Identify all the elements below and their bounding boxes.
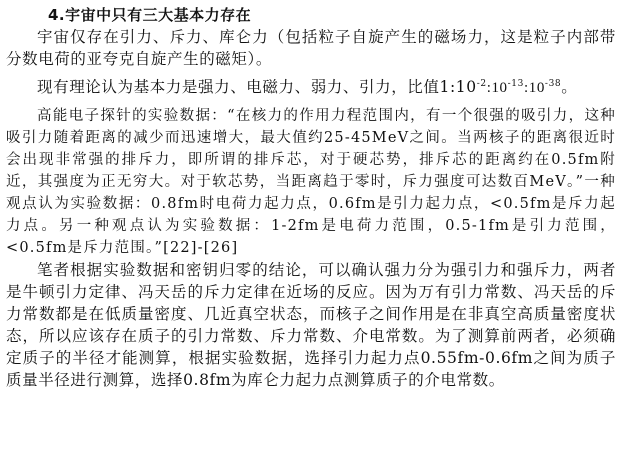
ratio-exponent-3: -38: [544, 78, 562, 89]
ratio-separator-1: :10: [486, 80, 508, 96]
paragraph-experimental-data: 高能电子探针的实验数据：“在核力的作用力程范围内，有一个很强的吸引力，这种吸引力随着距离的减少而迅速增大，最大值约25-45MeV之间。当两核子的距离很近时会出现非常强的排斥力，即所谓的排斥芯，对于硬芯势，排斥芯的距离约在0.5fm附近，其强度为正无穷大。对于软芯势，当距离趋于零时，斥力强度可达数百MeV。”一种观点认为实验数据：0.8fm时电荷力起力点，0.6fm是引力起力点，<0.5fm是斥力起力点。另一种观点认为实验数据：1-2fm是电荷力范围，0.5-1fm是引力范围，<0.5fm是斥力范围。”[22]-[26]: [6, 108, 616, 256]
ratio-exponent-2: -13: [507, 78, 524, 89]
section-heading: 4.宇宙中只有三大基本力存在: [48, 6, 252, 24]
ratio-end: 。: [561, 78, 578, 96]
paragraph-ratio: [6, 76, 616, 99]
paragraph-forces: 宇宙仅存在引力、斥力、库仑力（包括粒子自旋产生的磁场力，这是粒子内部带分数电荷的亚夸克自旋产生的磁矩）。: [6, 28, 616, 68]
ratio-separator-2: :10: [523, 80, 545, 96]
paragraph-author-conclusion: 笔者根据实验数据和密钥归零的结论，可以确认强力分为强引力和强斥力，两者是牛顿引力定律、冯天岳的斥力定律在近场的反应。因为万有引力常数、冯天岳的斥力常数都是在低质量密度、几近真空状态，而核子之间作用是在非真空高质量密度状态，所以应该存在质子的引力常数、斥力常数、介电常数。为了测算前两者，必须确定质子的半径才能测算，根据实验数据，选择引力起力点0.55fm-0.6fm之间为质子质量半径进行测算，选择0.8fm为库仑力起力点测算质子的介电常数。: [6, 261, 616, 389]
ratio-exponent-1: -2: [476, 78, 487, 89]
ratio-text: 现有理论认为基本力是强力、电磁力、弱力、引力，比值1:10: [37, 78, 477, 96]
